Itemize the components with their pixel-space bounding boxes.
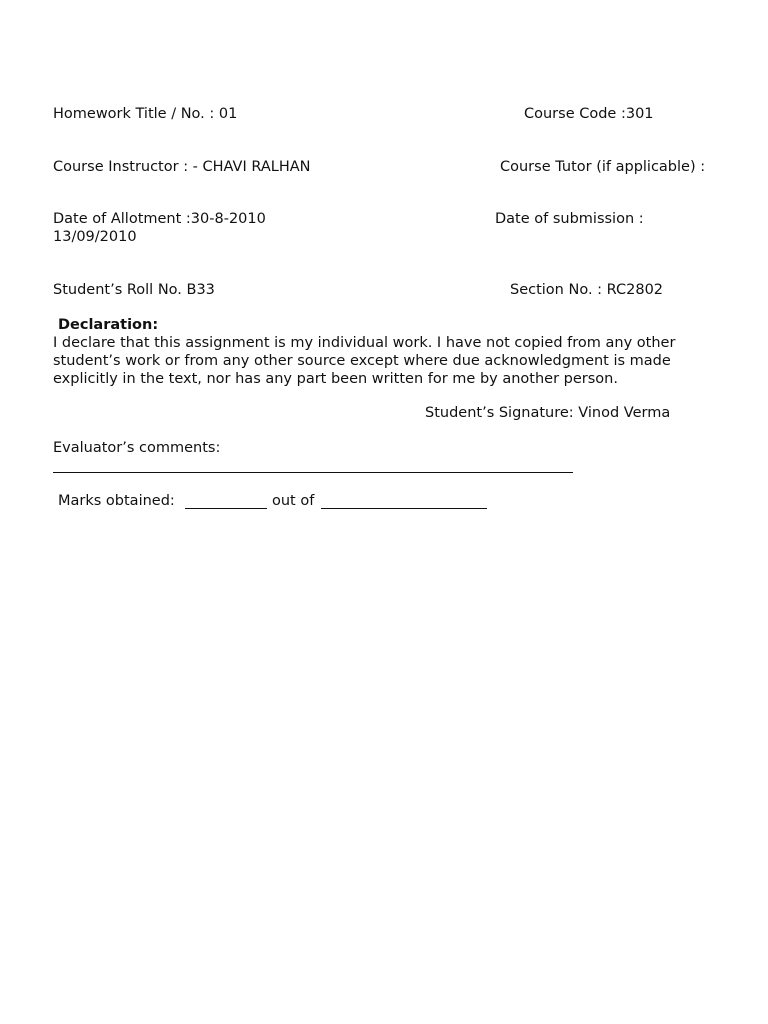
- out-of-label: out of: [272, 493, 315, 509]
- student-signature: Student’s Signature: Vinod Verma: [425, 405, 671, 421]
- date-of-submission-label: Date of submission :: [495, 211, 644, 227]
- course-code: Course Code :301: [524, 106, 654, 122]
- marks-obtained-label: Marks obtained:: [58, 493, 175, 509]
- section-no: Section No. : RC2802: [510, 282, 664, 298]
- declaration-text: I declare that this assignment is my individual work. I have not copied from any other student’s work or from any other source except where due acknowledgment is made explicitly in the text, nor has any part been written for me by another person.: [53, 335, 676, 387]
- date-of-allotment: Date of Allotment :30-8-2010: [53, 211, 266, 227]
- declaration-heading: Declaration:: [58, 317, 159, 333]
- out-of-line: [321, 508, 487, 509]
- marks-obtained-line: [185, 508, 267, 509]
- course-instructor: Course Instructor : - CHAVI RALHAN: [53, 159, 311, 175]
- student-roll-no: Student’s Roll No. B33: [53, 282, 215, 298]
- date-of-submission-value: 13/09/2010: [53, 229, 137, 245]
- evaluator-comments-line: [53, 472, 573, 473]
- evaluator-comments-label: Evaluator’s comments:: [53, 440, 221, 456]
- course-tutor: Course Tutor (if applicable) :: [500, 159, 706, 175]
- homework-title: Homework Title / No. : 01: [53, 106, 238, 122]
